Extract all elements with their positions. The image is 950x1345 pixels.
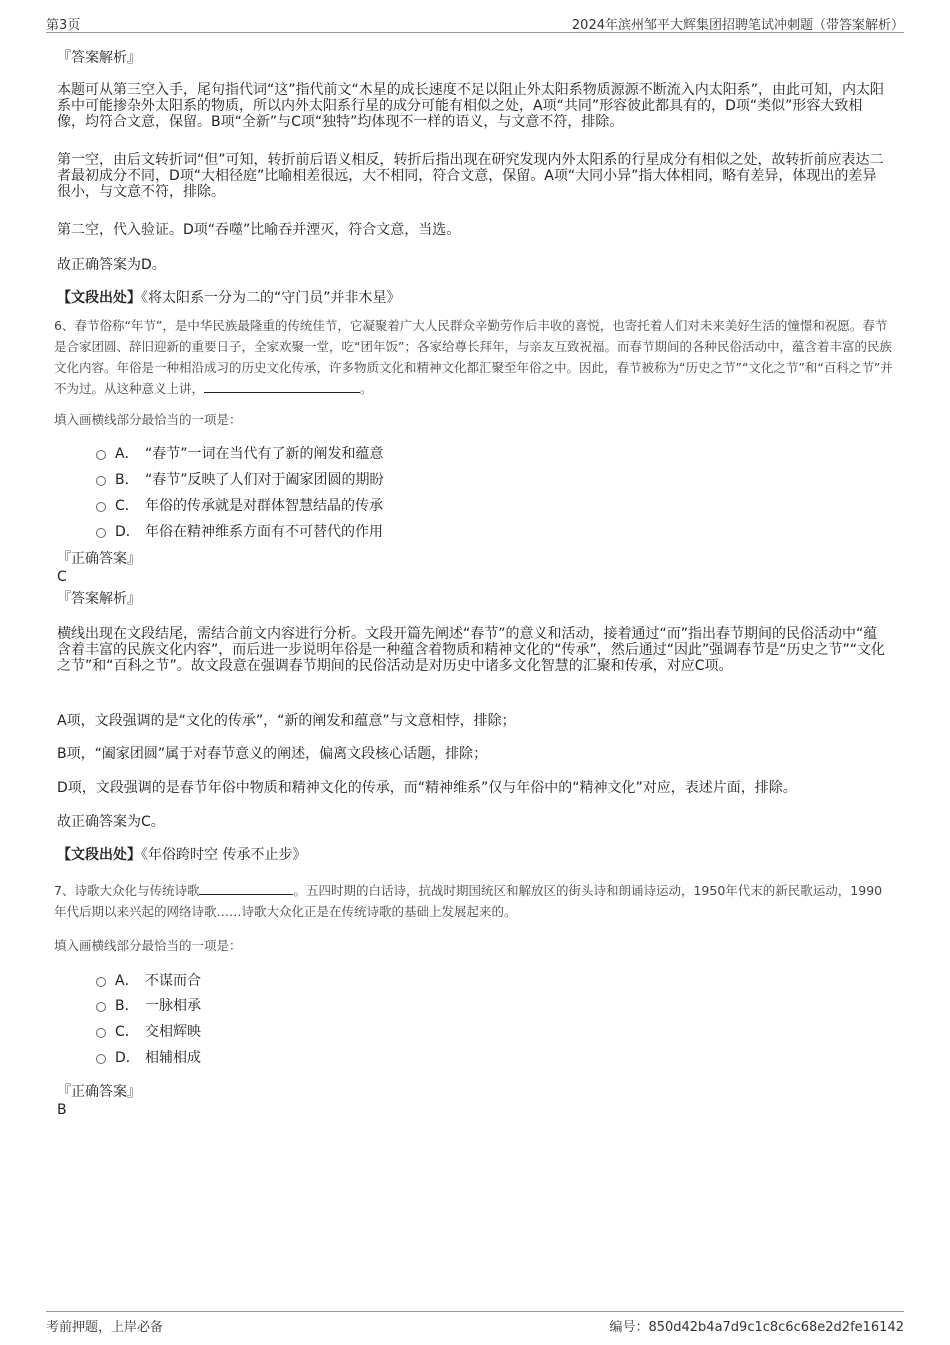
option-text: 交相辉映 (145, 1024, 201, 1040)
analysis-paragraph: 故正确答案为D。 (57, 257, 166, 273)
option-key: B． (115, 472, 139, 488)
analysis-paragraph: 本题可从第三空入手，尾句指代词“这”指代前文“木星的成长速度不足以阻止外太阳系物质源源不断流入内太阳系”，由此可知，内太阳系中可能掺杂外太阳系的物质，所以内外太阳系行星的成分可能有相似之处，A项“共同”形容彼此都具有的，D项“类似”形容大致相像，均符合文意，保留。B项“全新”与C项“独特”均体现不一样的语义，与文意不符，排除。 (57, 82, 885, 130)
document-title: 2024年滨州邹平大辉集团招聘笔试冲刺题（带答案解析） (571, 18, 904, 33)
option-c[interactable] (96, 1022, 201, 1040)
question-6-stem-end: 。 (360, 381, 373, 396)
option-text: “春节”反映了人们对于阖家团圆的期盼 (145, 472, 384, 488)
option-key: D． (115, 524, 140, 540)
page-footer (46, 1311, 904, 1334)
option-key: A． (115, 446, 139, 462)
analysis-paragraph: 第一空，由后文转折词“但”可知，转折前后语义相反，转折后指出现在研究发现内外太阳系的行星成分有相似之处，故转折前应表达二者最初成分不同，D项“大相径庭”比喻相差很远，大不相同，符合文意，保留。A项“大同小异”指大体相同，略有差异，体现出的差异很小，与文意不符，排除。 (57, 152, 884, 200)
radio-icon[interactable] (96, 476, 106, 486)
source-line (57, 290, 889, 306)
answer-label: 『正确答案』 (57, 551, 141, 567)
answer-label: 『正确答案』 (57, 1084, 141, 1100)
question-6-blank (204, 380, 360, 393)
option-d[interactable] (96, 1048, 201, 1066)
option-a[interactable] (96, 444, 384, 462)
analysis-paragraph: 横线出现在文段结尾，需结合前文内容进行分析。文段开篇先阐述“春节”的意义和活动，接着通过“而”指出春节期间的民俗活动中“蕴含着丰富的民族文化内容”，而后进一步说明年俗是一种蕴含着物质和精神文化的“传承”，然后通过“因此”强调春节是“历史之节”“文化之节”和“百科之节”。故文段意在强调春节期间的民俗活动是对历史中诸多文化智慧的汇聚和传承，对应C项。 (57, 626, 886, 674)
question-7-text (54, 880, 894, 922)
source-label: 【文段出处】 (57, 290, 141, 306)
option-key: D． (115, 1050, 140, 1066)
option-text: 年俗在精神维系方面有不可替代的作用 (145, 524, 383, 540)
question-7-stem-end: 。五四时期的白话诗，抗战时期国统区和解放区的街头诗和朗诵诗运动，1950年代末的新民歌运动，1990年代后期以来兴起的网络诗歌……诗歌大众化正是在传统诗歌的基础上发展起来的。 (54, 883, 883, 919)
page-header (46, 12, 904, 33)
question-6-instruction: 填入画横线部分最恰当的一项是： (54, 412, 242, 427)
question-7-blank (199, 882, 293, 895)
option-text: “春节”一词在当代有了新的阐发和蕴意 (145, 446, 384, 462)
option-b[interactable] (96, 996, 201, 1014)
question-6-stem: 6、春节俗称“年节”，是中华民族最隆重的传统佳节，它凝聚着广大人民群众辛勤劳作后丰收的喜悦，也寄托着人们对未来美好生活的憧憬和祝愿。春节是合家团圆、辞旧迎新的重要日子，全家欢聚一堂，吃“团年饭”；各家给尊长拜年，与亲友互致祝福。而春节期间的各种民俗活动中，蕴含着丰富的民族文化内容。年俗是一种相沿成习的历史文化传承，许多物质文化和精神文化都汇聚至年俗之中。因此，春节被称为“历史之节”“文化之节”和“百科之节”并不为过。从这种意义上讲， (54, 318, 893, 396)
analysis-label: 『答案解析』 (57, 50, 141, 66)
option-a[interactable] (96, 971, 201, 989)
radio-icon[interactable] (96, 502, 106, 512)
page-number: 第3页 (46, 18, 81, 33)
document-id: 编号：850d42b4a7d9c1c8c6c68e2d2fe16142 (609, 1320, 904, 1335)
option-d[interactable] (96, 522, 383, 540)
option-key: A． (115, 973, 139, 989)
option-text: 年俗的传承就是对群体智慧结晶的传承 (145, 498, 383, 514)
analysis-paragraph: A项，文段强调的是“文化的传承”，“新的阐发和蕴意”与文意相悖，排除； (57, 713, 516, 729)
option-text: 相辅相成 (145, 1050, 201, 1066)
question-7-instruction: 填入画横线部分最恰当的一项是： (54, 938, 242, 953)
radio-icon[interactable] (96, 528, 106, 538)
answer-value: C (57, 569, 67, 585)
answer-value: B (57, 1102, 67, 1118)
option-key: C． (115, 498, 139, 514)
source-line (57, 847, 889, 863)
option-text: 不谋而合 (145, 973, 201, 989)
option-key: B． (115, 998, 139, 1014)
analysis-paragraph: 故正确答案为C。 (57, 814, 165, 830)
analysis-paragraph: 第二空，代入验证。D项“吞噬”比喻吞并湮灭，符合文意，当选。 (57, 222, 461, 238)
analysis-paragraph: D项，文段强调的是春节年俗中物质和精神文化的传承，而“精神维系”仅与年俗中的“精神文化”对应，表述片面，排除。 (57, 780, 797, 796)
radio-icon[interactable] (96, 1028, 106, 1038)
radio-icon[interactable] (96, 450, 106, 460)
option-c[interactable] (96, 496, 383, 514)
source-title: 《将太阳系一分为二的“守门员”并非木星》 (141, 290, 401, 306)
analysis-label: 『答案解析』 (57, 591, 141, 607)
radio-icon[interactable] (96, 1002, 106, 1012)
question-6-text (54, 315, 894, 399)
analysis-paragraph: B项，“阖家团圆”属于对春节意义的阐述，偏离文段核心话题，排除； (57, 746, 488, 762)
footer-slogan: 考前押题，上岸必备 (46, 1320, 164, 1335)
source-label: 【文段出处】 (57, 847, 141, 863)
option-text: 一脉相承 (145, 998, 201, 1014)
option-b[interactable] (96, 470, 384, 488)
question-7-stem: 7、诗歌大众化与传统诗歌 (54, 883, 200, 898)
radio-icon[interactable] (96, 977, 106, 987)
option-key: C． (115, 1024, 139, 1040)
radio-icon[interactable] (96, 1054, 106, 1064)
source-title: 《年俗跨时空 传承不止步》 (141, 847, 307, 863)
